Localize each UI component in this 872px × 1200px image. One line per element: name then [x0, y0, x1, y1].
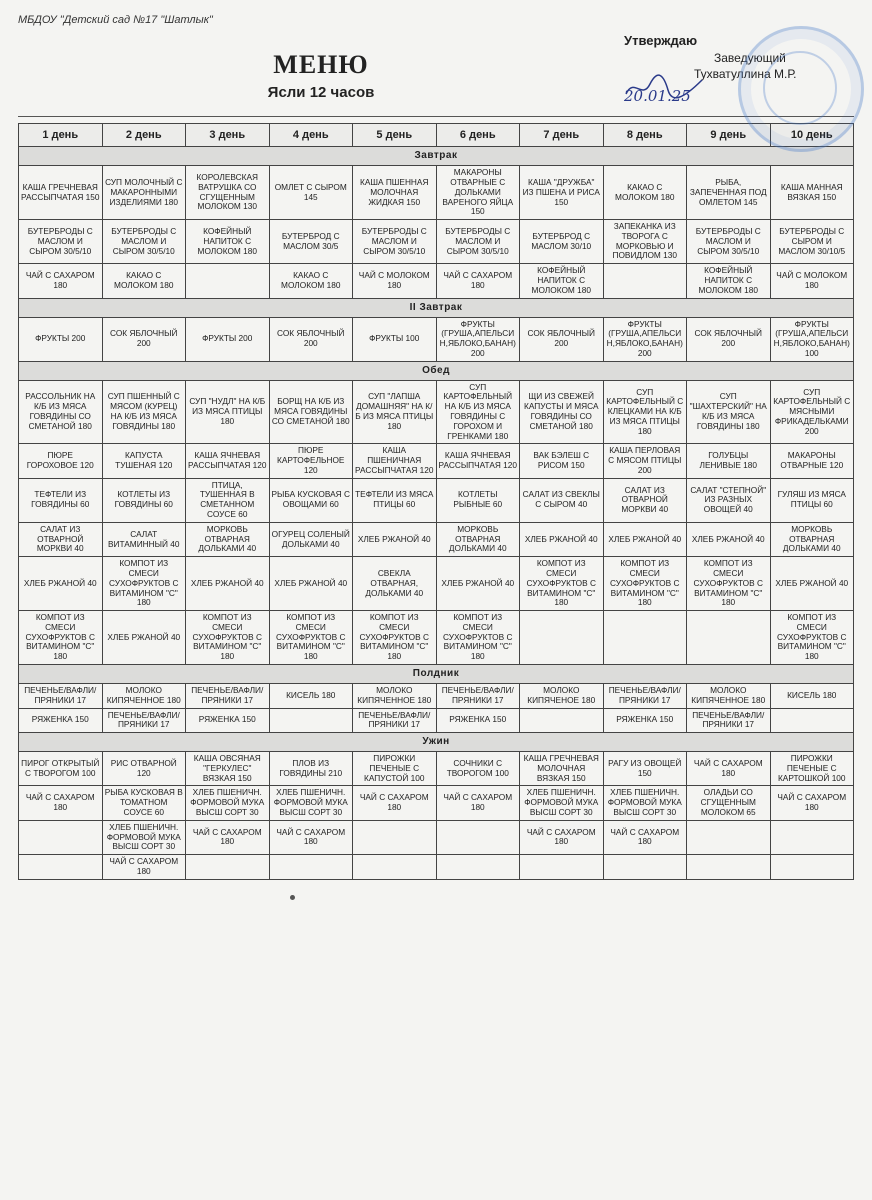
- table-row: [19, 820, 854, 854]
- day-header: 9 день: [687, 124, 771, 147]
- menu-cell: КОФЕЙНЫЙ НАПИТОК С МОЛОКОМ 180: [186, 220, 270, 264]
- menu-cell: ХЛЕБ РЖАНОЙ 40: [603, 522, 687, 556]
- page-subtitle: Ясли 12 часов: [267, 84, 375, 101]
- menu-cell: КОМПОТ ИЗ СМЕСИ СУХОФРУКТОВ С ВИТАМИНОМ "С" 180: [353, 611, 437, 665]
- title-block: [18, 32, 624, 101]
- day-header: 4 день: [269, 124, 353, 147]
- page-title: МЕНЮ: [273, 50, 369, 79]
- menu-cell: МОРКОВЬ ОТВАРНАЯ ДОЛЬКАМИ 40: [770, 522, 854, 556]
- day-header: 6 день: [436, 124, 520, 147]
- menu-cell: СУП ПШЕННЫЙ С МЯСОМ (КУРЕЦ) НА К/Б ИЗ МЯСА ГОВЯДИНЫ 180: [102, 380, 186, 444]
- day-header: 8 день: [603, 124, 687, 147]
- menu-cell: СУП МОЛОЧНЫЙ С МАКАРОННЫМИ ИЗДЕЛИЯМИ 180: [102, 166, 186, 220]
- menu-cell: САЛАТ "СТЕПНОЙ" ИЗ РАЗНЫХ ОВОЩЕЙ 40: [687, 478, 771, 522]
- menu-cell: ХЛЕБ РЖАНОЙ 40: [269, 557, 353, 611]
- menu-cell: КОТЛЕТЫ РЫБНЫЕ 60: [436, 478, 520, 522]
- menu-cell: [186, 855, 270, 880]
- menu-cell: ЧАЙ С САХАРОМ 180: [770, 786, 854, 820]
- menu-cell: ОМЛЕТ С СЫРОМ 145: [269, 166, 353, 220]
- menu-cell: ХЛЕБ ПШЕНИЧН. ФОРМОВОЙ МУКА ВЫСШ СОРТ 30: [102, 820, 186, 854]
- menu-cell: КАША ПШЕННАЯ МОЛОЧНАЯ ЖИДКАЯ 150: [353, 166, 437, 220]
- table-row: [19, 855, 854, 880]
- menu-cell: СОК ЯБЛОЧНЫЙ 200: [520, 317, 604, 361]
- menu-cell: ХЛЕБ ПШЕНИЧН. ФОРМОВОЙ МУКА ВЫСШ СОРТ 30: [603, 786, 687, 820]
- menu-cell: САЛАТ ВИТАМИННЫЙ 40: [102, 522, 186, 556]
- menu-cell: СУП "НУДЛ" НА К/Б ИЗ МЯСА ПТИЦЫ 180: [186, 380, 270, 444]
- table-row: [19, 708, 854, 733]
- menu-cell: ФРУКТЫ (ГРУША,АПЕЛЬСИН,ЯБЛОКО,БАНАН) 200: [436, 317, 520, 361]
- menu-cell: [687, 611, 771, 665]
- menu-cell: КОРОЛЕВСКАЯ ВАТРУШКА СО СГУЩЕННЫМ МОЛОКОМ 130: [186, 166, 270, 220]
- menu-cell: [186, 264, 270, 298]
- menu-cell: ПЛОВ ИЗ ГОВЯДИНЫ 210: [269, 752, 353, 786]
- menu-cell: СУП "ЛАПША ДОМАШНЯЯ" НА К/Б ИЗ МЯСА ПТИЦЫ 180: [353, 380, 437, 444]
- menu-cell: КАПУСТА ТУШЕНАЯ 120: [102, 444, 186, 478]
- menu-cell: КАША ПШЕНИЧНАЯ РАССЫПЧАТАЯ 120: [353, 444, 437, 478]
- menu-cell: МОРКОВЬ ОТВАРНАЯ ДОЛЬКАМИ 40: [186, 522, 270, 556]
- menu-cell: РЯЖЕНКА 150: [186, 708, 270, 733]
- menu-cell: [770, 855, 854, 880]
- menu-cell: ОЛАДЬИ СО СГУЩЕННЫМ МОЛОКОМ 65: [687, 786, 771, 820]
- menu-cell: КАКАО С МОЛОКОМ 180: [102, 264, 186, 298]
- menu-cell: БУТЕРБРОДЫ С МАСЛОМ И СЫРОМ 30/5/10: [102, 220, 186, 264]
- table-row: [19, 317, 854, 361]
- menu-cell: СУП КАРТОФЕЛЬНЫЙ С МЯСНЫМИ ФРИКАДЕЛЬКАМИ 200: [770, 380, 854, 444]
- menu-cell: ВАК БЭЛЕШ С РИСОМ 150: [520, 444, 604, 478]
- menu-cell: ЧАЙ С САХАРОМ 180: [269, 820, 353, 854]
- stamp-seal: [738, 26, 864, 152]
- menu-cell: КОМПОТ ИЗ СМЕСИ СУХОФРУКТОВ С ВИТАМИНОМ "С" 180: [770, 611, 854, 665]
- menu-cell: САЛАТ ИЗ СВЕКЛЫ С СЫРОМ 40: [520, 478, 604, 522]
- menu-cell: ПЕЧЕНЬЕ/ВАФЛИ/ПРЯНИКИ 17: [436, 683, 520, 708]
- table-row: [19, 611, 854, 665]
- menu-cell: ФРУКТЫ 200: [19, 317, 103, 361]
- menu-cell: САЛАТ ИЗ ОТВАРНОЙ МОРКВИ 40: [603, 478, 687, 522]
- menu-cell: [687, 855, 771, 880]
- menu-cell: КАША ОВСЯНАЯ "ГЕРКУЛЕС" ВЯЗКАЯ 150: [186, 752, 270, 786]
- menu-cell: ПИРОЖКИ ПЕЧЕНЫЕ С КАРТОШКОЙ 100: [770, 752, 854, 786]
- menu-cell: МОЛОКО КИПЯЧЕННОЕ 180: [687, 683, 771, 708]
- divider: [18, 116, 854, 117]
- menu-cell: ХЛЕБ РЖАНОЙ 40: [186, 557, 270, 611]
- menu-cell: ЧАЙ С МОЛОКОМ 180: [770, 264, 854, 298]
- menu-cell: ФРУКТЫ 100: [353, 317, 437, 361]
- menu-cell: КАША "ДРУЖБА" ИЗ ПШЕНА И РИСА 150: [520, 166, 604, 220]
- menu-cell: БУТЕРБРОДЫ С СЫРОМ И МАСЛОМ 30/10/5: [770, 220, 854, 264]
- menu-cell: ПЕЧЕНЬЕ/ВАФЛИ/ПРЯНИКИ 17: [687, 708, 771, 733]
- menu-cell: ЧАЙ С САХАРОМ 180: [102, 855, 186, 880]
- table-row: [19, 786, 854, 820]
- header: [18, 32, 854, 106]
- menu-cell: РАССОЛЬНИК НА К/Б ИЗ МЯСА ГОВЯДИНЫ СО СМЕТАНОЙ 180: [19, 380, 103, 444]
- menu-cell: ЧАЙ С САХАРОМ 180: [520, 820, 604, 854]
- menu-cell: [436, 820, 520, 854]
- menu-cell: КАША ГРЕЧНЕВАЯ РАССЫПЧАТАЯ 150: [19, 166, 103, 220]
- table-row: [19, 522, 854, 556]
- menu-cell: ЧАЙ С САХАРОМ 180: [186, 820, 270, 854]
- menu-cell: ПЕЧЕНЬЕ/ВАФЛИ/ПРЯНИКИ 17: [353, 708, 437, 733]
- day-header: 1 день: [19, 124, 103, 147]
- menu-cell: БУТЕРБРОДЫ С МАСЛОМ И СЫРОМ 30/5/10: [436, 220, 520, 264]
- menu-cell: ХЛЕБ РЖАНОЙ 40: [770, 557, 854, 611]
- menu-cell: КОМПОТ ИЗ СМЕСИ СУХОФРУКТОВ С ВИТАМИНОМ "С" 180: [19, 611, 103, 665]
- menu-cell: ЗАПЕКАНКА ИЗ ТВОРОГА С МОРКОВЬЮ И ПОВИДЛОМ 130: [603, 220, 687, 264]
- table-row: [19, 220, 854, 264]
- menu-cell: ХЛЕБ РЖАНОЙ 40: [19, 557, 103, 611]
- menu-cell: КОМПОТ ИЗ СМЕСИ СУХОФРУКТОВ С ВИТАМИНОМ "С" 180: [520, 557, 604, 611]
- menu-cell: ПТИЦА, ТУШЕННАЯ В СМЕТАННОМ СОУСЕ 60: [186, 478, 270, 522]
- menu-cell: ОГУРЕЦ СОЛЕНЫЙ ДОЛЬКАМИ 40: [269, 522, 353, 556]
- menu-cell: БУТЕРБРОДЫ С МАСЛОМ И СЫРОМ 30/5/10: [19, 220, 103, 264]
- organization-name: МБДОУ "Детский сад №17 "Шатлык": [18, 14, 213, 26]
- menu-cell: ПЮРЕ ГОРОХОВОЕ 120: [19, 444, 103, 478]
- menu-cell: ХЛЕБ ПШЕНИЧН. ФОРМОВОЙ МУКА ВЫСШ СОРТ 30: [520, 786, 604, 820]
- menu-cell: РАГУ ИЗ ОВОЩЕЙ 150: [603, 752, 687, 786]
- menu-cell: МОЛОКО КИПЯЧЕННОЕ 180: [353, 683, 437, 708]
- menu-cell: [520, 855, 604, 880]
- menu-cell: КОФЕЙНЫЙ НАПИТОК С МОЛОКОМ 180: [687, 264, 771, 298]
- menu-cell: САЛАТ ИЗ ОТВАРНОЙ МОРКВИ 40: [19, 522, 103, 556]
- menu-cell: [520, 708, 604, 733]
- menu-cell: РЫБА, ЗАПЕЧЕННАЯ ПОД ОМЛЕТОМ 145: [687, 166, 771, 220]
- menu-cell: КАША МАННАЯ ВЯЗКАЯ 150: [770, 166, 854, 220]
- menu-cell: СОЧНИКИ С ТВОРОГОМ 100: [436, 752, 520, 786]
- menu-cell: ГУЛЯШ ИЗ МЯСА ПТИЦЫ 60: [770, 478, 854, 522]
- menu-cell: ФРУКТЫ (ГРУША,АПЕЛЬСИН,ЯБЛОКО,БАНАН) 200: [603, 317, 687, 361]
- table-row: [19, 752, 854, 786]
- menu-cell: ХЛЕБ РЖАНОЙ 40: [353, 522, 437, 556]
- menu-cell: КОФЕЙНЫЙ НАПИТОК С МОЛОКОМ 180: [520, 264, 604, 298]
- meal-section-row: [19, 298, 854, 317]
- menu-table: [18, 123, 854, 880]
- menu-cell: ФРУКТЫ 200: [186, 317, 270, 361]
- menu-cell: ЧАЙ С МОЛОКОМ 180: [353, 264, 437, 298]
- menu-cell: ТЕФТЕЛИ ИЗ ГОВЯДИНЫ 60: [19, 478, 103, 522]
- menu-cell: [603, 855, 687, 880]
- meal-section-label: Ужин: [19, 733, 854, 752]
- meal-section-label: Полдник: [19, 664, 854, 683]
- menu-cell: ЧАЙ С САХАРОМ 180: [353, 786, 437, 820]
- menu-cell: БУТЕРБРОДЫ С МАСЛОМ И СЫРОМ 30/5/10: [353, 220, 437, 264]
- menu-cell: ПИРОГ ОТКРЫТЫЙ С ТВОРОГОМ 100: [19, 752, 103, 786]
- menu-cell: ПЕЧЕНЬЕ/ВАФЛИ/ПРЯНИКИ 17: [186, 683, 270, 708]
- menu-cell: МАКАРОНЫ ОТВАРНЫЕ 120: [770, 444, 854, 478]
- menu-cell: МОРКОВЬ ОТВАРНАЯ ДОЛЬКАМИ 40: [436, 522, 520, 556]
- menu-cell: [19, 820, 103, 854]
- approval-name: Тухватуллина М.Р.: [694, 66, 797, 81]
- menu-cell: МАКАРОНЫ ОТВАРНЫЕ С ДОЛЬКАМИ ВАРЕНОГО ЯЙЦА 150: [436, 166, 520, 220]
- menu-cell: [269, 708, 353, 733]
- table-row: [19, 557, 854, 611]
- menu-cell: КОТЛЕТЫ ИЗ ГОВЯДИНЫ 60: [102, 478, 186, 522]
- menu-cell: ЧАЙ С САХАРОМ 180: [19, 264, 103, 298]
- menu-cell: ПЕЧЕНЬЕ/ВАФЛИ/ПРЯНИКИ 17: [19, 683, 103, 708]
- menu-cell: КОМПОТ ИЗ СМЕСИ СУХОФРУКТОВ С ВИТАМИНОМ "С" 180: [687, 557, 771, 611]
- menu-cell: БОРЩ НА К/Б ИЗ МЯСА ГОВЯДИНЫ СО СМЕТАНОЙ 180: [269, 380, 353, 444]
- menu-cell: ПЕЧЕНЬЕ/ВАФЛИ/ПРЯНИКИ 17: [603, 683, 687, 708]
- menu-cell: ПЮРЕ КАРТОФЕЛЬНОЕ 120: [269, 444, 353, 478]
- menu-cell: МОЛОКО КИПЯЧЕНОЕ 180: [520, 683, 604, 708]
- menu-cell: КОМПОТ ИЗ СМЕСИ СУХОФРУКТОВ С ВИТАМИНОМ "С" 180: [436, 611, 520, 665]
- menu-cell: ХЛЕБ ПШЕНИЧН. ФОРМОВОЙ МУКА ВЫСШ СОРТ 30: [269, 786, 353, 820]
- menu-cell: РЯЖЕНКА 150: [603, 708, 687, 733]
- menu-cell: [269, 855, 353, 880]
- menu-cell: [436, 855, 520, 880]
- menu-cell: КАША ПЕРЛОВАЯ С МЯСОМ ПТИЦЫ 200: [603, 444, 687, 478]
- menu-cell: ХЛЕБ РЖАНОЙ 40: [687, 522, 771, 556]
- menu-cell: РИС ОТВАРНОЙ 120: [102, 752, 186, 786]
- menu-cell: ЩИ ИЗ СВЕЖЕЙ КАПУСТЫ И МЯСА ГОВЯДИНЫ СО СМЕТАНОЙ 180: [520, 380, 604, 444]
- menu-cell: СУП КАРТОФЕЛЬНЫЙ НА К/Б ИЗ МЯСА ГОВЯДИНЫ С ГОРОХОМ И ГРЕНКАМИ 180: [436, 380, 520, 444]
- menu-cell: [687, 820, 771, 854]
- pen-dot: [290, 895, 295, 900]
- menu-cell: [353, 855, 437, 880]
- menu-cell: ЧАЙ С САХАРОМ 180: [19, 786, 103, 820]
- menu-cell: КАКАО С МОЛОКОМ 180: [269, 264, 353, 298]
- day-header: 3 день: [186, 124, 270, 147]
- menu-cell: МОЛОКО КИПЯЧЕННОЕ 180: [102, 683, 186, 708]
- meal-section-row: [19, 147, 854, 166]
- day-header: 5 день: [353, 124, 437, 147]
- approval-position: Заведующий: [714, 50, 786, 65]
- menu-cell: ХЛЕБ ПШЕНИЧН. ФОРМОВОЙ МУКА ВЫСШ СОРТ 30: [186, 786, 270, 820]
- meal-section-row: [19, 361, 854, 380]
- menu-cell: ХЛЕБ РЖАНОЙ 40: [520, 522, 604, 556]
- menu-cell: КАКАО С МОЛОКОМ 180: [603, 166, 687, 220]
- menu-cell: КОМПОТ ИЗ СМЕСИ СУХОФРУКТОВ С ВИТАМИНОМ "С" 180: [269, 611, 353, 665]
- day-header: 2 день: [102, 124, 186, 147]
- table-row: [19, 264, 854, 298]
- menu-cell: РЯЖЕНКА 150: [436, 708, 520, 733]
- menu-cell: КОМПОТ ИЗ СМЕСИ СУХОФРУКТОВ С ВИТАМИНОМ "С" 180: [102, 557, 186, 611]
- menu-cell: КОМПОТ ИЗ СМЕСИ СУХОФРУКТОВ С ВИТАМИНОМ "С" 180: [186, 611, 270, 665]
- meal-section-row: [19, 664, 854, 683]
- days-header-row: [19, 124, 854, 147]
- menu-cell: [770, 708, 854, 733]
- menu-cell: КИСЕЛЬ 180: [770, 683, 854, 708]
- table-row: [19, 444, 854, 478]
- meal-section-label: II Завтрак: [19, 298, 854, 317]
- menu-cell: КОМПОТ ИЗ СМЕСИ СУХОФРУКТОВ С ВИТАМИНОМ "С" 180: [603, 557, 687, 611]
- menu-cell: СОК ЯБЛОЧНЫЙ 200: [102, 317, 186, 361]
- menu-cell: [520, 611, 604, 665]
- menu-cell: СВЕКЛА ОТВАРНАЯ, ДОЛЬКАМИ 40: [353, 557, 437, 611]
- approval-title: Утверждаю: [624, 33, 698, 48]
- menu-cell: ЧАЙ С САХАРОМ 180: [603, 820, 687, 854]
- signature: [624, 72, 704, 102]
- table-row: [19, 380, 854, 444]
- menu-cell: КАША ЯЧНЕВАЯ РАССЫПЧАТАЯ 120: [186, 444, 270, 478]
- meal-section-label: Обед: [19, 361, 854, 380]
- menu-cell: КАША ЯЧНЕВАЯ РАССЫПЧАТАЯ 120: [436, 444, 520, 478]
- meal-section-row: [19, 733, 854, 752]
- menu-cell: КИСЕЛЬ 180: [269, 683, 353, 708]
- menu-cell: ХЛЕБ РЖАНОЙ 40: [436, 557, 520, 611]
- menu-cell: [603, 611, 687, 665]
- menu-cell: ЧАЙ С САХАРОМ 180: [436, 264, 520, 298]
- table-row: [19, 478, 854, 522]
- menu-cell: ЧАЙ С САХАРОМ 180: [436, 786, 520, 820]
- menu-cell: ФРУКТЫ (ГРУША,АПЕЛЬСИН,ЯБЛОКО,БАНАН) 100: [770, 317, 854, 361]
- menu-cell: ГОЛУБЦЫ ЛЕНИВЫЕ 180: [687, 444, 771, 478]
- menu-cell: ЧАЙ С САХАРОМ 180: [687, 752, 771, 786]
- menu-cell: [19, 855, 103, 880]
- menu-cell: БУТЕРБРОДЫ С МАСЛОМ И СЫРОМ 30/5/10: [687, 220, 771, 264]
- menu-cell: ХЛЕБ РЖАНОЙ 40: [102, 611, 186, 665]
- menu-cell: РЫБА КУСКОВАЯ В ТОМАТНОМ СОУСЕ 60: [102, 786, 186, 820]
- menu-cell: [770, 820, 854, 854]
- day-header: 10 день: [770, 124, 854, 147]
- table-row: [19, 166, 854, 220]
- menu-cell: БУТЕРБРОД С МАСЛОМ 30/5: [269, 220, 353, 264]
- menu-cell: ТЕФТЕЛИ ИЗ МЯСА ПТИЦЫ 60: [353, 478, 437, 522]
- menu-cell: СОК ЯБЛОЧНЫЙ 200: [687, 317, 771, 361]
- menu-cell: СУП КАРТОФЕЛЬНЫЙ С КЛЕЦКАМИ НА К/Б ИЗ МЯСА ПТИЦЫ 180: [603, 380, 687, 444]
- menu-cell: СУП "ШАХТЕРСКИЙ" НА К/Б ИЗ МЯСА ГОВЯДИНЫ 180: [687, 380, 771, 444]
- menu-cell: БУТЕРБРОД С МАСЛОМ 30/10: [520, 220, 604, 264]
- menu-cell: [603, 264, 687, 298]
- table-row: [19, 683, 854, 708]
- approval-date: 20.01.25: [624, 86, 691, 105]
- approval-block: [624, 32, 854, 106]
- menu-cell: РЫБА КУСКОВАЯ С ОВОЩАМИ 60: [269, 478, 353, 522]
- day-header: 7 день: [520, 124, 604, 147]
- meal-section-label: Завтрак: [19, 147, 854, 166]
- menu-cell: [353, 820, 437, 854]
- menu-cell: ПЕЧЕНЬЕ/ВАФЛИ/ПРЯНИКИ 17: [102, 708, 186, 733]
- menu-cell: СОК ЯБЛОЧНЫЙ 200: [269, 317, 353, 361]
- menu-cell: ПИРОЖКИ ПЕЧЕНЫЕ С КАПУСТОЙ 100: [353, 752, 437, 786]
- menu-cell: РЯЖЕНКА 150: [19, 708, 103, 733]
- menu-cell: КАША ГРЕЧНЕВАЯ МОЛОЧНАЯ ВЯЗКАЯ 150: [520, 752, 604, 786]
